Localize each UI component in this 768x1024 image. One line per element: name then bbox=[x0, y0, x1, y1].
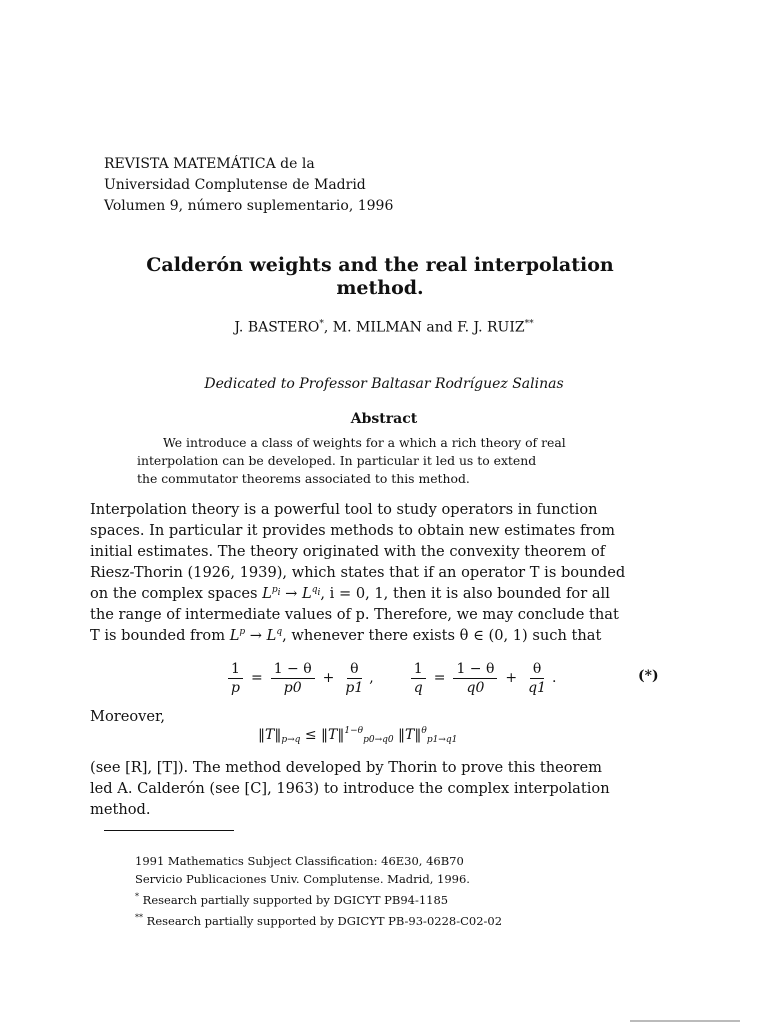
body-line: Riesz-Thorin (1926, 1939), which states that if an operator T is bounded bbox=[90, 564, 626, 581]
display-equation bbox=[225, 656, 556, 700]
footnotes bbox=[135, 852, 502, 930]
math-inline: $L^p \to L^q$ bbox=[229, 627, 283, 644]
body-line: spaces. In particular it provides methods to obtain new estimates from bbox=[90, 522, 615, 539]
dedication: Dedicated to Professor Baltasar Rodríguez Salinas bbox=[204, 376, 564, 392]
fraction bbox=[228, 660, 243, 697]
period: . bbox=[552, 670, 557, 686]
body-paragraph-1 bbox=[90, 499, 668, 646]
body-line bbox=[90, 583, 668, 604]
abstract-line: We introduce a class of weights for a which a rich theory of real bbox=[163, 435, 566, 450]
body-line: (see [R], [T]). The method developed by Thorin to prove this theorem bbox=[90, 759, 602, 776]
body-line: initial estimates. The theory originated with the convexity theorem of bbox=[90, 543, 606, 560]
author-ruiz-mark: ** bbox=[524, 319, 534, 329]
author-ruiz: F. J. RUIZ bbox=[457, 319, 525, 336]
numerator: 1 bbox=[411, 660, 426, 679]
norm-inequality: $‖T‖_{p\to q}$ ≤ ‖T‖$^{1-\theta}_{p0\to q0}$ ‖T‖$^\theta_{p1\to q1}$ bbox=[258, 726, 458, 745]
numerator: 1 − θ bbox=[271, 660, 315, 679]
footnote-funding-2 bbox=[135, 909, 502, 930]
equals-sign: = bbox=[433, 670, 446, 686]
author-bastero: J. BASTERO bbox=[234, 319, 320, 336]
equation-tag: (*) bbox=[638, 668, 659, 684]
footnote-funding-1 bbox=[135, 888, 502, 909]
body-paragraph-2 bbox=[90, 757, 668, 820]
author-separator: , bbox=[323, 319, 333, 336]
fraction bbox=[271, 660, 315, 697]
math-inline: $L^{p_i} \to L^{q_i}$ bbox=[262, 585, 321, 602]
numerator: 1 bbox=[228, 660, 243, 679]
journal-name: REVISTA MATEMÁTICA de la bbox=[104, 156, 315, 172]
author-bastero-mark: * bbox=[319, 319, 324, 329]
footnote-text: Research partially supported by DGICYT PB94-1185 bbox=[139, 892, 449, 907]
body-line: the range of intermediate values of p. Therefore, we may conclude that bbox=[90, 606, 619, 623]
author-separator: and bbox=[421, 319, 458, 336]
body-line: method. bbox=[90, 801, 151, 818]
plus-sign: + bbox=[322, 670, 335, 686]
numerator: θ bbox=[530, 660, 544, 679]
author-milman: M. MILMAN bbox=[332, 319, 422, 336]
footnote-mark: * bbox=[135, 892, 139, 901]
fraction bbox=[525, 660, 549, 697]
fraction bbox=[342, 660, 366, 697]
abstract-line: the commutator theorems associated to this method. bbox=[137, 471, 470, 486]
footnote-mark: ** bbox=[135, 912, 143, 922]
fraction bbox=[411, 660, 426, 697]
denominator: q bbox=[413, 679, 423, 696]
denominator: p0 bbox=[283, 679, 302, 696]
denominator: q0 bbox=[466, 679, 485, 696]
footnote-text: Research partially supported by DGICYT PB-93-0228-C02-02 bbox=[143, 913, 503, 928]
body-text: , i = 0, 1, then it is also bounded for all bbox=[320, 585, 610, 602]
body-text: , whenever there exists θ ∈ (0, 1) such that bbox=[282, 627, 602, 644]
body-line: Interpolation theory is a powerful tool to study operators in function bbox=[90, 501, 598, 518]
footnote-msc: 1991 Mathematics Subject Classification: 46E30, 46B70 bbox=[135, 854, 464, 868]
paper-title-line2: method. bbox=[336, 277, 424, 299]
footnote-divider bbox=[104, 830, 234, 831]
journal-header bbox=[104, 154, 393, 217]
denominator: q1 bbox=[528, 679, 547, 696]
comma: , bbox=[369, 670, 374, 686]
abstract-body bbox=[137, 434, 637, 488]
journal-volume: Volumen 9, número suplementario, 1996 bbox=[104, 198, 394, 214]
footnote-publisher: Servicio Publicaciones Univ. Complutense. Madrid, 1996. bbox=[135, 872, 470, 886]
denominator: p1 bbox=[345, 679, 364, 696]
abstract-line: interpolation can be developed. In particular it led us to extend bbox=[137, 453, 537, 468]
fraction bbox=[453, 660, 497, 697]
scan-artifact bbox=[630, 1020, 740, 1022]
body-text: on the complex spaces bbox=[90, 585, 263, 602]
denominator: p bbox=[231, 679, 240, 696]
body-line: led A. Calderón (see [C], 1963) to introduce the complex interpolation bbox=[90, 780, 610, 797]
journal-university: Universidad Complutense de Madrid bbox=[104, 177, 366, 193]
body-text: T is bounded from bbox=[90, 627, 230, 644]
equals-sign: = bbox=[250, 670, 263, 686]
numerator: θ bbox=[347, 660, 361, 679]
abstract-heading: Abstract bbox=[350, 411, 418, 427]
author-list bbox=[0, 314, 768, 338]
body-line bbox=[90, 625, 668, 646]
numerator: 1 − θ bbox=[453, 660, 497, 679]
plus-sign: + bbox=[505, 670, 518, 686]
paper-title bbox=[80, 254, 680, 300]
moreover-text: Moreover, bbox=[90, 708, 166, 725]
paper-title-line1: Calderón weights and the real interpolation bbox=[146, 254, 614, 276]
